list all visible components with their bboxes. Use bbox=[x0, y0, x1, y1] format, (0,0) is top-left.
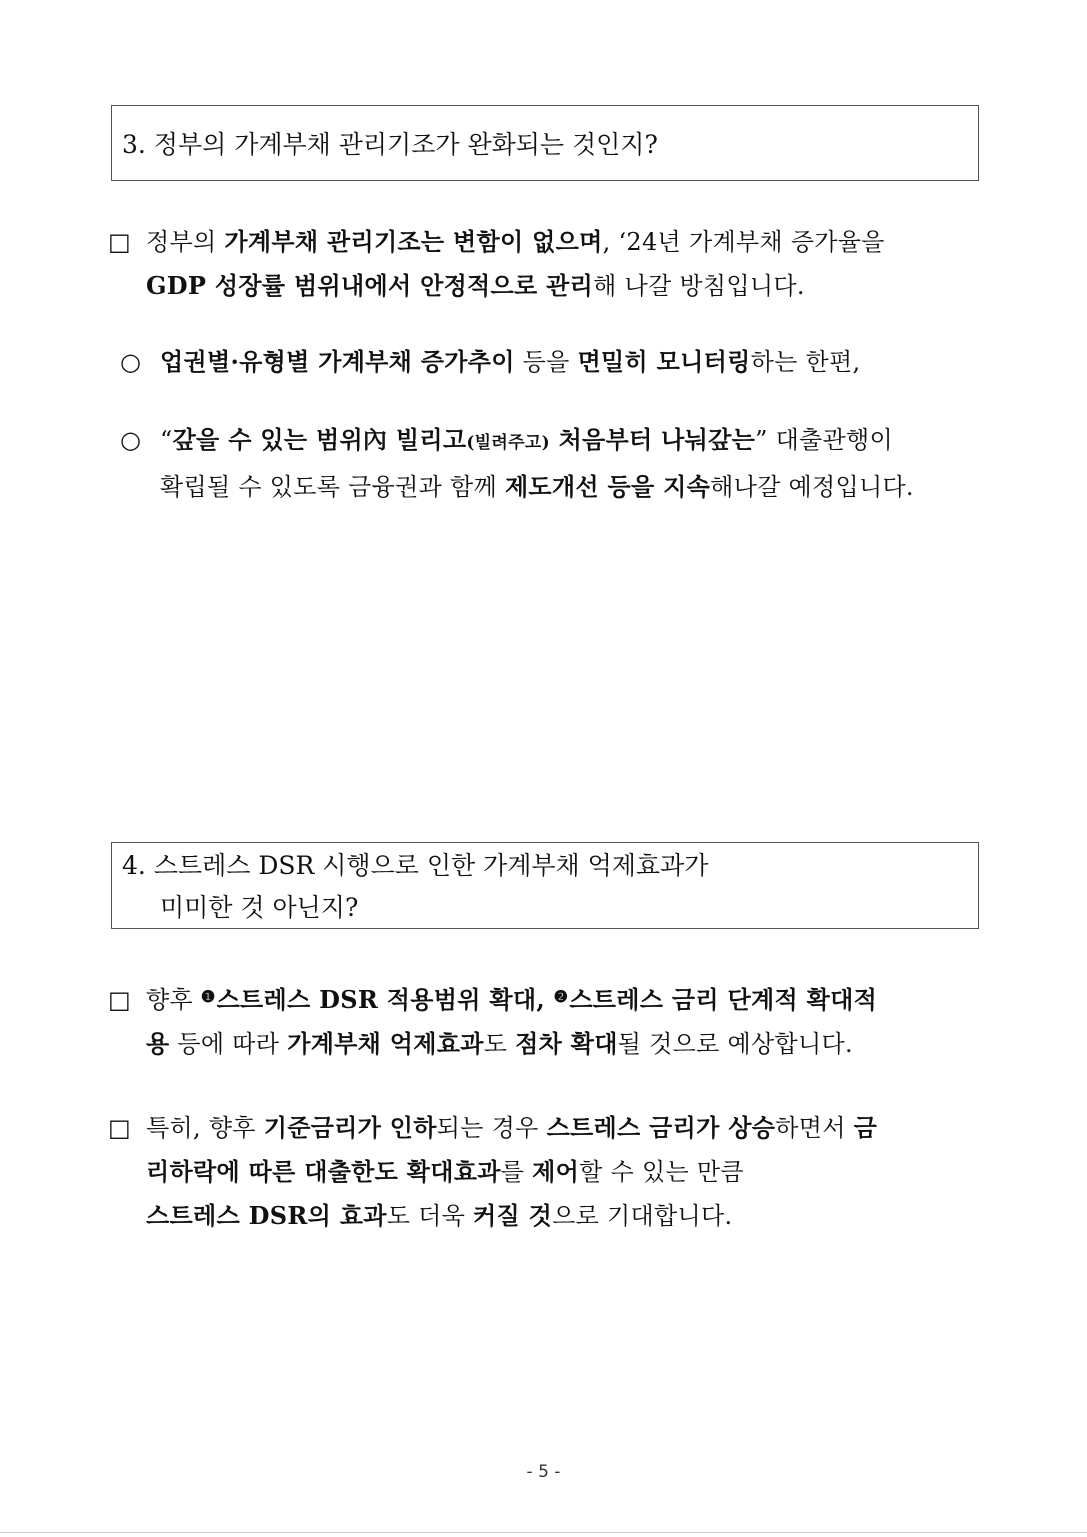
q3-sub-point-2: ○ “갚을 수 있는 범위內 빌리고(빌려주고) 처음부터 나눠갚는” 대출관행이 확립될 수 있도록 금융권과 함께 제도개선 등을 지속해나갈 예정입니다. bbox=[120, 418, 990, 509]
number-two-icon: ❷ bbox=[553, 987, 569, 1006]
q3-answer-paragraph: □ 정부의 가계부채 관리기조는 변함이 없으며, ‘24년 가계부채 증가율을 GDP 성장률 범위내에서 안정적으로 관리해 나갈 방침입니다. bbox=[108, 220, 988, 308]
q4-answer-paragraph-1: □ 향후 $^❶$스트레스 DSR 적용범위 확대, $^❷$스트레스 금리 단계적 확대적 용 등에 따라 가계부채 억제효과도 점차 확대될 것으로 예상합니다. bbox=[108, 975, 988, 1066]
question-4-title-line-1: 4. 스트레스 DSR 시행으로 인한 가계부채 억제효과가 bbox=[122, 851, 709, 880]
circle-bullet-icon: ○ bbox=[120, 426, 142, 454]
page-number: - 5 - bbox=[526, 1462, 561, 1482]
square-bullet-icon: □ bbox=[108, 228, 131, 256]
question-4-title-line-2: 미미한 것 아닌지? bbox=[160, 893, 359, 922]
circle-bullet-icon: ○ bbox=[120, 348, 142, 376]
question-3-title: 3. 정부의 가계부채 관리기조가 완화되는 것인지? bbox=[122, 130, 658, 159]
question-3-box bbox=[111, 105, 979, 181]
square-bullet-icon: □ bbox=[108, 1114, 131, 1142]
q4-answer-paragraph-2: □ 특히, 향후 기준금리가 인하되는 경우 스트레스 금리가 상승하면서 금 리하락에 따른 대출한도 확대효과를 제어할 수 있는 만큼 스트레스 DSR의 효과도 더욱 커질 것으로 기대합니다. bbox=[108, 1106, 988, 1238]
square-bullet-icon: □ bbox=[108, 986, 131, 1014]
number-one-icon: ❶ bbox=[200, 987, 216, 1006]
page-bottom-divider bbox=[0, 1532, 1087, 1533]
question-4-box bbox=[111, 842, 979, 929]
q3-sub-point-1: ○ 업권별·유형별 가계부채 증가추이 등을 면밀히 모니터링하는 한편, bbox=[120, 340, 990, 384]
